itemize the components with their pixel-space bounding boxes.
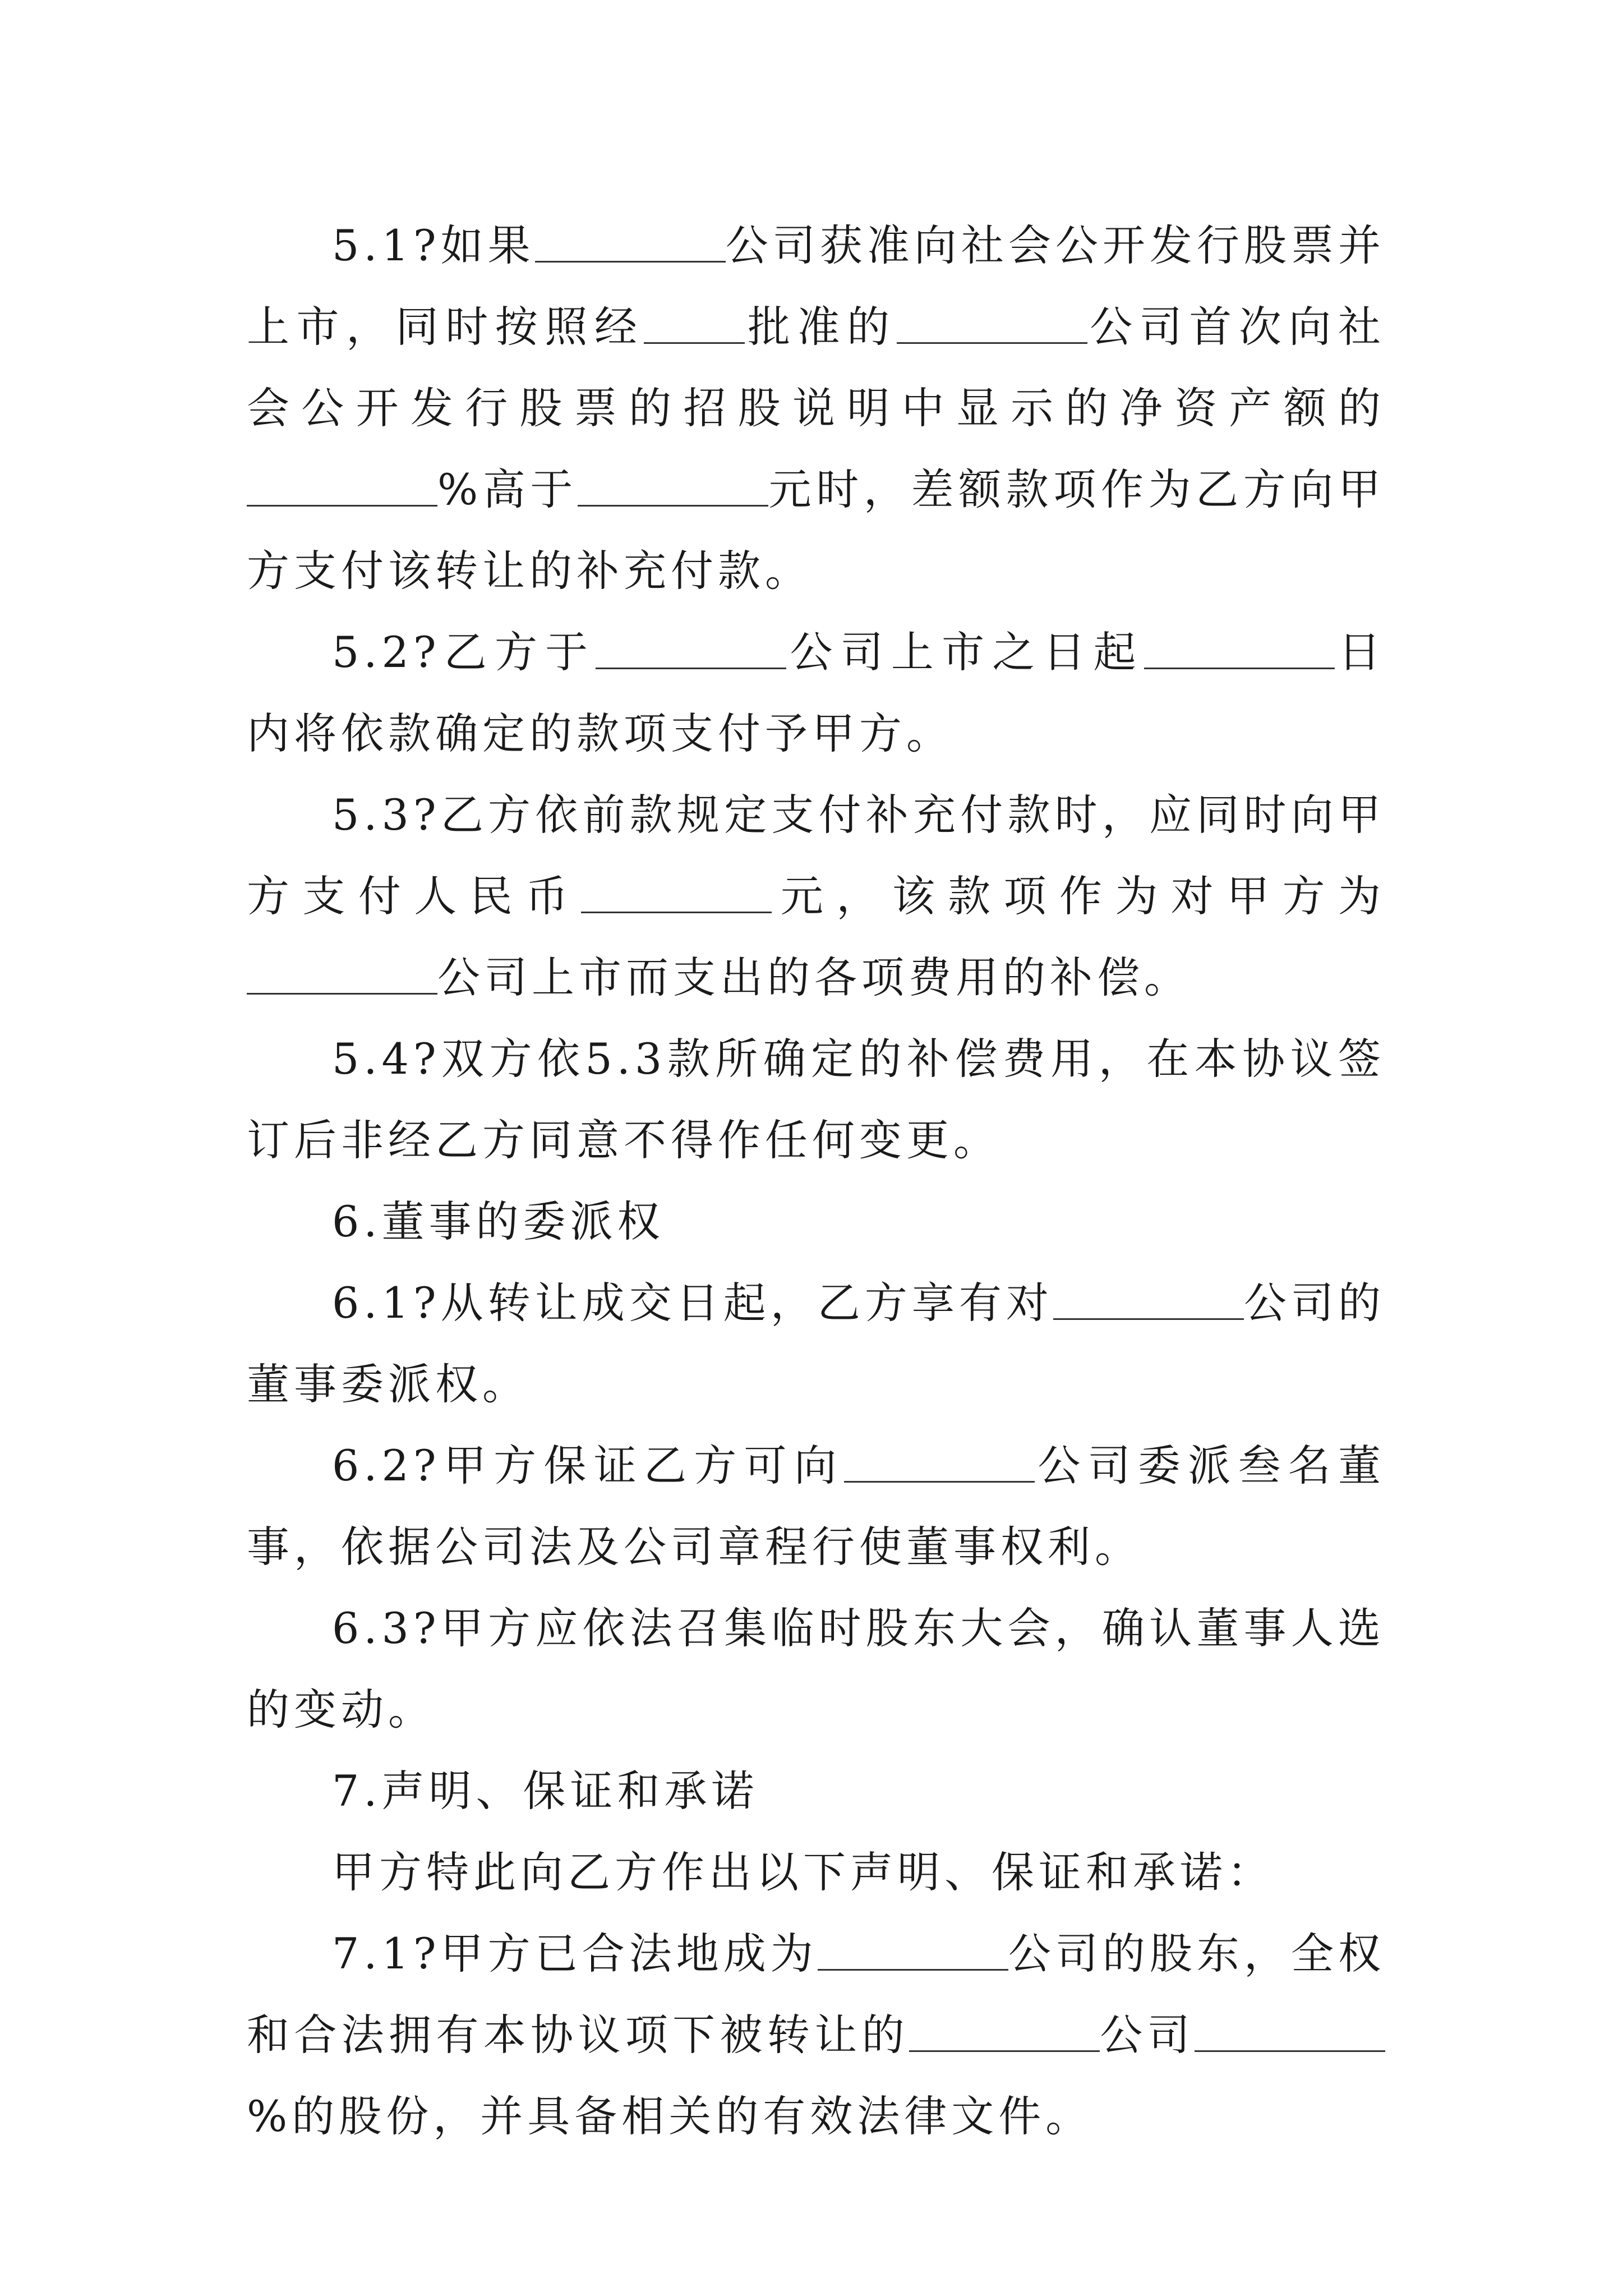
fill-blank[interactable]: [818, 1930, 1008, 1970]
section-heading-6: [247, 1181, 1385, 1262]
clause-7-intro: [247, 1832, 1385, 1913]
fill-blank[interactable]: [1053, 1280, 1244, 1319]
fill-blank[interactable]: [578, 466, 768, 506]
fill-blank[interactable]: [1195, 2012, 1385, 2051]
fill-blank[interactable]: [844, 1442, 1035, 1482]
clause-5-1: [247, 205, 1385, 611]
fill-blank[interactable]: [581, 873, 772, 913]
fill-blank[interactable]: [897, 303, 1087, 343]
fill-blank[interactable]: [247, 466, 437, 506]
fill-blank[interactable]: [1144, 629, 1335, 669]
clause-text: %高于: [437, 464, 578, 514]
fill-blank[interactable]: [644, 303, 745, 343]
clause-text: 元，该款项作为对甲方为: [772, 871, 1386, 921]
fill-blank[interactable]: [909, 2012, 1100, 2051]
document-body: [247, 205, 1385, 2157]
clause-5-4: [247, 1018, 1385, 1181]
clause-5-3: [247, 774, 1385, 1018]
fill-blank[interactable]: [247, 954, 437, 994]
clause-text: 5.3?乙方依前款规定支付补充付款时，应同时向甲方支付人民币: [247, 790, 1385, 921]
section-heading-7: [247, 1750, 1385, 1832]
clause-text: 公司的股东，全权和合法拥有本协议项下被转让的: [247, 1929, 1385, 2060]
fill-blank[interactable]: [535, 222, 726, 262]
section-title: 6.董事的委派权: [332, 1197, 665, 1246]
clause-text: 公司首次向社会公开发行股票的招股说明中显示的净资产额的: [247, 302, 1386, 433]
fill-blank[interactable]: [596, 629, 786, 669]
clause-text: 公司上市而支出的各项费用的补偿。: [437, 953, 1191, 1002]
section-title: 7.声明、保证和承诺: [332, 1766, 759, 1816]
clause-text: 日内将依款确定的款项支付予甲方。: [247, 627, 1385, 758]
clause-text: 元时，差额款项作为乙方向甲方支付该转让的补充付款。: [247, 464, 1386, 596]
clause-text: 公司获准向社会公开发行股票并上市，同时按照经: [247, 220, 1385, 352]
clause-7-1: [247, 1913, 1385, 2157]
clause-text: 5.2?乙方于: [332, 627, 596, 677]
clause-6-1: [247, 1262, 1385, 1425]
clause-text: 6.1?从转让成交日起，乙方享有对: [332, 1278, 1053, 1328]
clause-text: 7.1?甲方已合法地成为: [332, 1929, 818, 1978]
clause-text: 公司的董事委派权。: [247, 1278, 1385, 1409]
clause-text: 公司委派叁名董事，依据公司法及公司章程行使董事权利。: [247, 1441, 1385, 1572]
clause-text: 6.3?甲方应依法召集临时股东大会，确认董事人选的变动。: [247, 1603, 1385, 1734]
clause-6-2: [247, 1425, 1385, 1588]
clause-text: 5.1?如果: [332, 220, 535, 270]
clause-text: 公司: [1099, 2010, 1195, 2060]
clause-text: 甲方特此向乙方作出以下声明、保证和承诺：: [332, 1847, 1274, 1897]
clause-5-2: [247, 611, 1385, 774]
clause-6-3: [247, 1588, 1385, 1750]
clause-text: 批准的: [745, 302, 897, 352]
clause-text: 6.2?甲方保证乙方可向: [332, 1441, 845, 1490]
clause-text: 公司上市之日起: [786, 627, 1144, 677]
clause-text: 5.4?双方依5.3款所确定的补偿费用，在本协议签订后非经乙方同意不得作任何变更。: [247, 1034, 1385, 1165]
clause-text: %的股份，并具备相关的有效法律文件。: [247, 2091, 1093, 2141]
